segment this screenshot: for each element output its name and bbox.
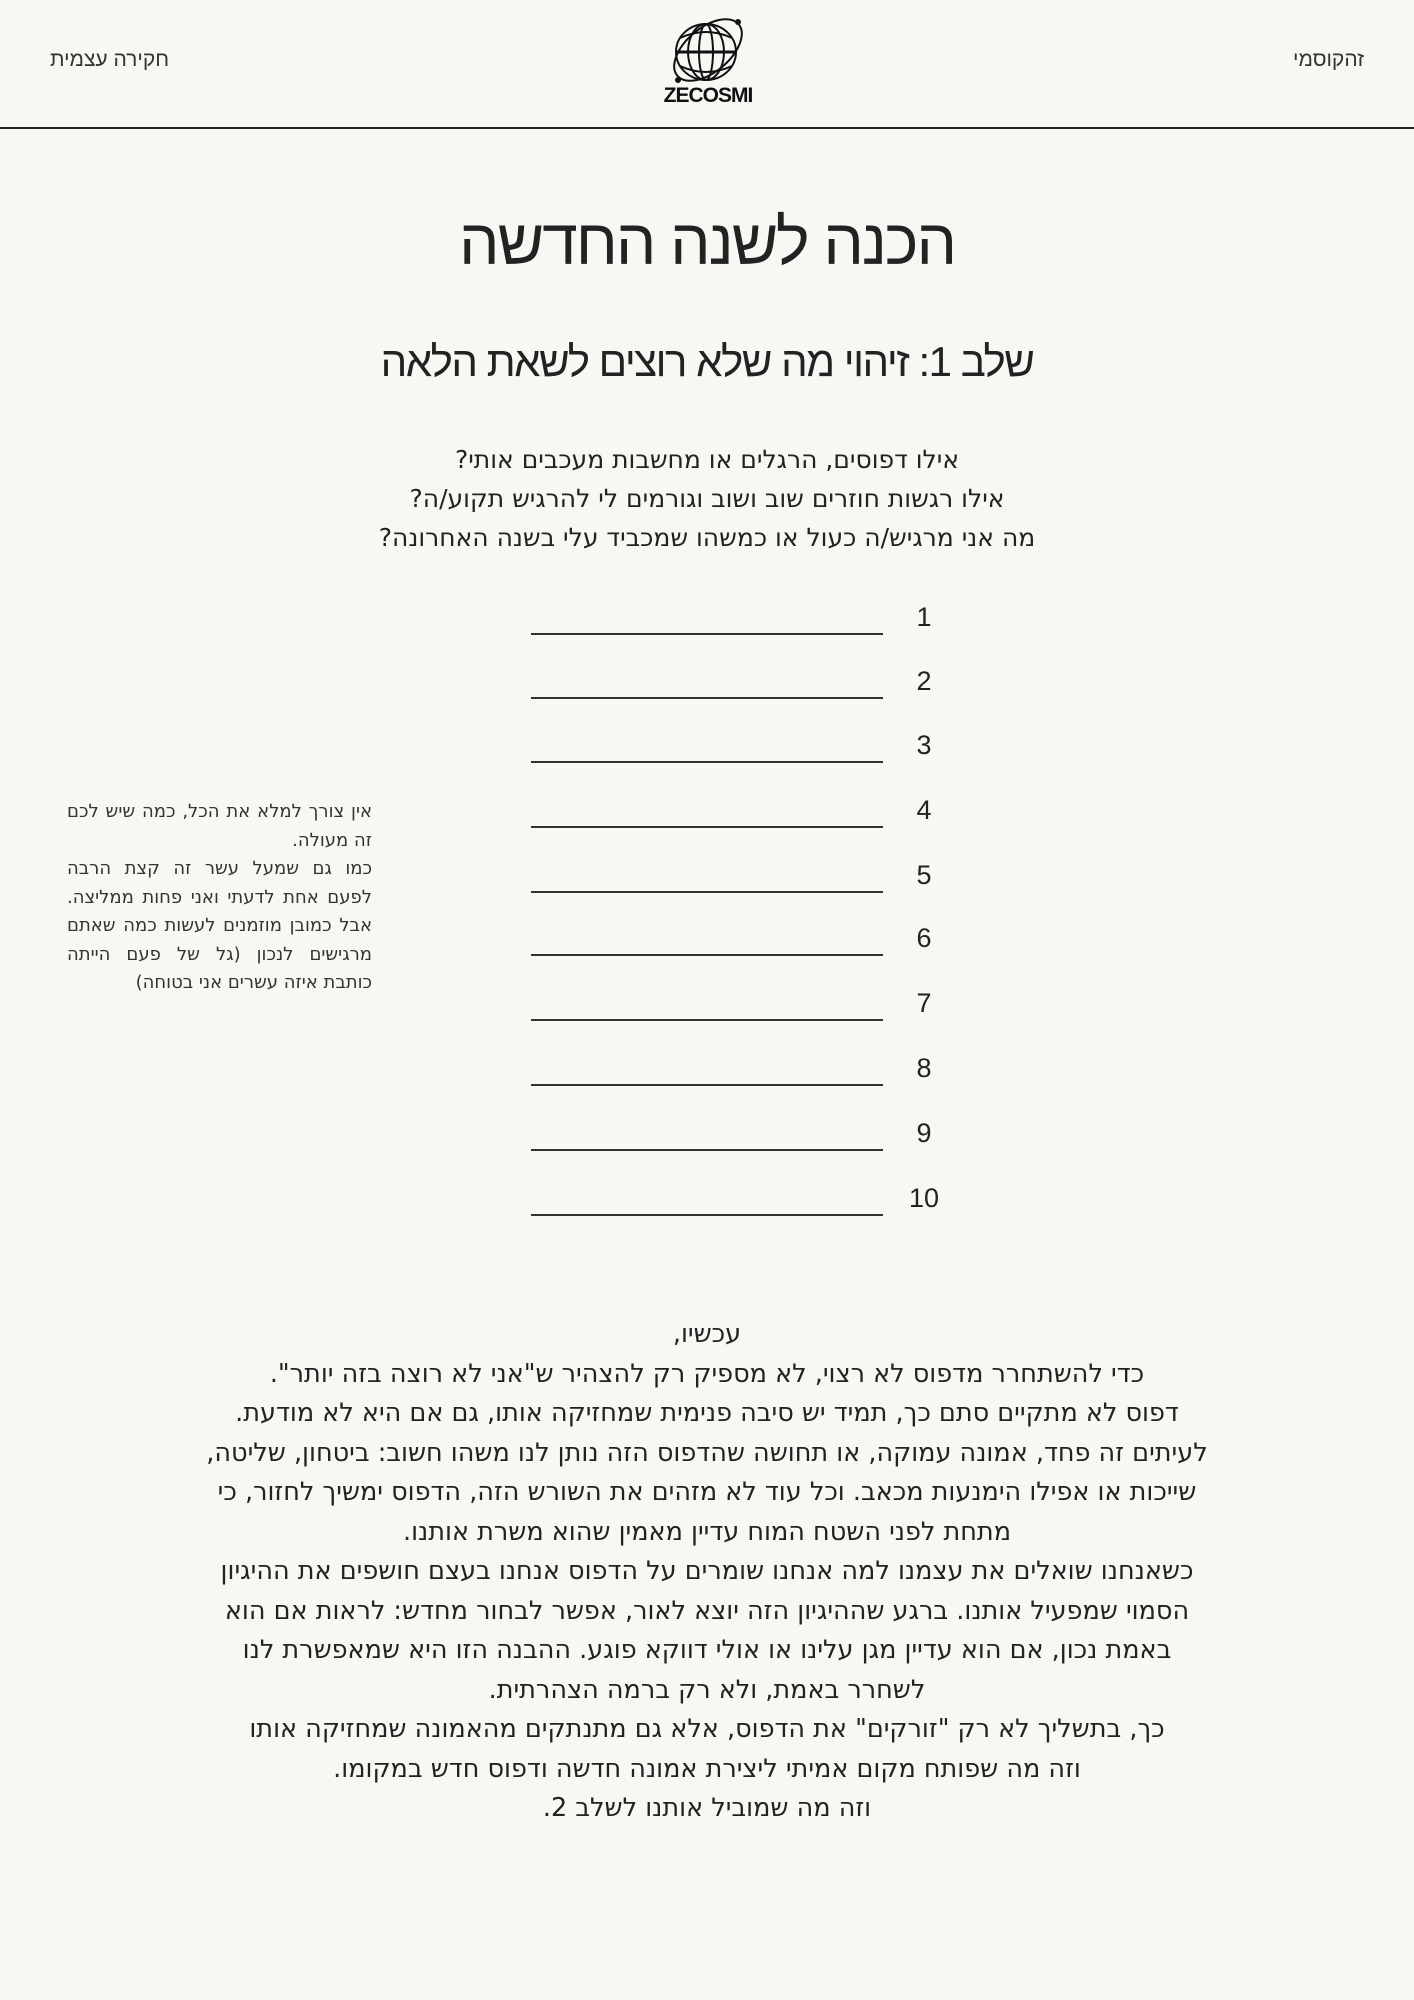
- body-line: וזה מה שפותח מקום אמיתי ליצירת אמונה חדשה ודפוס חדש במקומו.: [333, 1753, 1081, 1784]
- line-number: 2: [916, 666, 932, 696]
- line-number: 4: [916, 795, 932, 825]
- page-title: הכנה לשנה החדשה: [458, 206, 956, 278]
- step-heading: שלב 1: זיהוי מה שלא רוצים לשאת הלאה: [380, 338, 1034, 385]
- line-number: 6: [916, 923, 932, 953]
- body-line: כך, בתשליך לא רק "זורקים" את הדפוס, אלא גם מתנתקים מהאמונה שמחזיקה אותו: [249, 1714, 1165, 1744]
- body-line: לשחרר באמת, ולא רק ברמה הצהרתית.: [488, 1674, 926, 1705]
- header: [0, 0, 1414, 129]
- nav-link-self-inquiry[interactable]: חקירה עצמית: [50, 48, 170, 71]
- answer-line[interactable]: [531, 723, 951, 763]
- body-text: [150, 1315, 1264, 1829]
- body-line: באמת נכון, אם הוא עדיין מגן עלינו או אולי דווקא פוגע. ההבנה הזו היא שמאפשרת לנו: [242, 1635, 1172, 1665]
- line-number: 5: [916, 860, 932, 890]
- nav-link-zehakosmi[interactable]: זהקוסמי: [1293, 48, 1364, 71]
- body-line: שייכות או אפילו הימנעות מכאב. וכל עוד לא מזהים את השורש הזה, הדפוס ימשיך לחזור, כי: [217, 1477, 1197, 1507]
- body-line: לעיתים זה פחד, אמונה עמוקה, או תחושה שהדפוס הזה נותן לנו משהו חשוב: ביטחון, שליטה,: [206, 1437, 1208, 1468]
- answer-line[interactable]: [531, 595, 951, 635]
- side-note-paragraph: כמו גם שמעל עשר זה קצת הרבה לפעם אחת לדעתי ואני פחות ממליצה. אבל כמובן מוזמנים לעשות כמה שאתם מרגישים לנכון (גל של פעם הייתה כותבת איזה עשרים אני בטוחה): [67, 858, 372, 993]
- logo[interactable]: [660, 14, 756, 114]
- question: אילו רגשות חוזרים שוב ושוב וגורמים לי להרגיש תקוע/ה?: [409, 484, 1005, 513]
- answer-line[interactable]: [531, 916, 951, 956]
- answer-line[interactable]: [531, 1111, 951, 1151]
- logo-wordmark: ZECOSMI: [663, 84, 753, 107]
- answer-line[interactable]: [531, 1176, 951, 1216]
- line-number: 3: [916, 730, 932, 760]
- answer-line[interactable]: [531, 1046, 951, 1086]
- answer-line[interactable]: [531, 981, 951, 1021]
- line-number: 1: [916, 602, 932, 632]
- line-number: 10: [908, 1183, 940, 1213]
- line-number: 9: [916, 1118, 932, 1148]
- prompt-questions: [0, 440, 1414, 557]
- side-note: [67, 798, 372, 998]
- body-line: וזה מה שמוביל אותנו לשלב 2.: [542, 1793, 872, 1823]
- body-line: כדי להשתחרר מדפוס לא רצוי, לא מספיק רק להצהיר ש"אני לא רוצה בזה יותר".: [269, 1358, 1145, 1389]
- answer-line[interactable]: [531, 853, 951, 893]
- body-line: מתחת לפני השטח המוח עדיין מאמין שהוא משרת אותנו.: [402, 1516, 1012, 1547]
- question: אילו דפוסים, הרגלים או מחשבות מעכבים אותי?: [454, 445, 960, 474]
- answer-line[interactable]: [531, 659, 951, 699]
- globe-logo-icon: [666, 14, 750, 86]
- side-note-paragraph: אין צורך למלא את הכל, כמה שיש לכם זה מעולה.: [67, 801, 372, 851]
- body-line: דפוס לא מתקיים סתם כך, תמיד יש סיבה פנימית שמחזיקה אותו, גם אם היא לא מודעת.: [235, 1398, 1179, 1428]
- body-line: כשאנחנו שואלים את עצמנו למה אנחנו שומרים על הדפוס אנחנו בעצם חושפים את ההיגיון: [220, 1556, 1194, 1586]
- line-number: 8: [916, 1053, 932, 1083]
- line-number: 7: [916, 988, 932, 1018]
- question: מה אני מרגיש/ה כעול או כמשהו שמכביד עלי בשנה האחרונה?: [378, 523, 1036, 552]
- body-line: עכשיו,: [672, 1319, 742, 1349]
- answer-line[interactable]: [531, 788, 951, 828]
- body-line: הסמוי שמפעיל אותנו. ברגע שההיגיון הזה יוצא לאור, אפשר לבחור מחדש: לראות אם הוא: [224, 1595, 1190, 1626]
